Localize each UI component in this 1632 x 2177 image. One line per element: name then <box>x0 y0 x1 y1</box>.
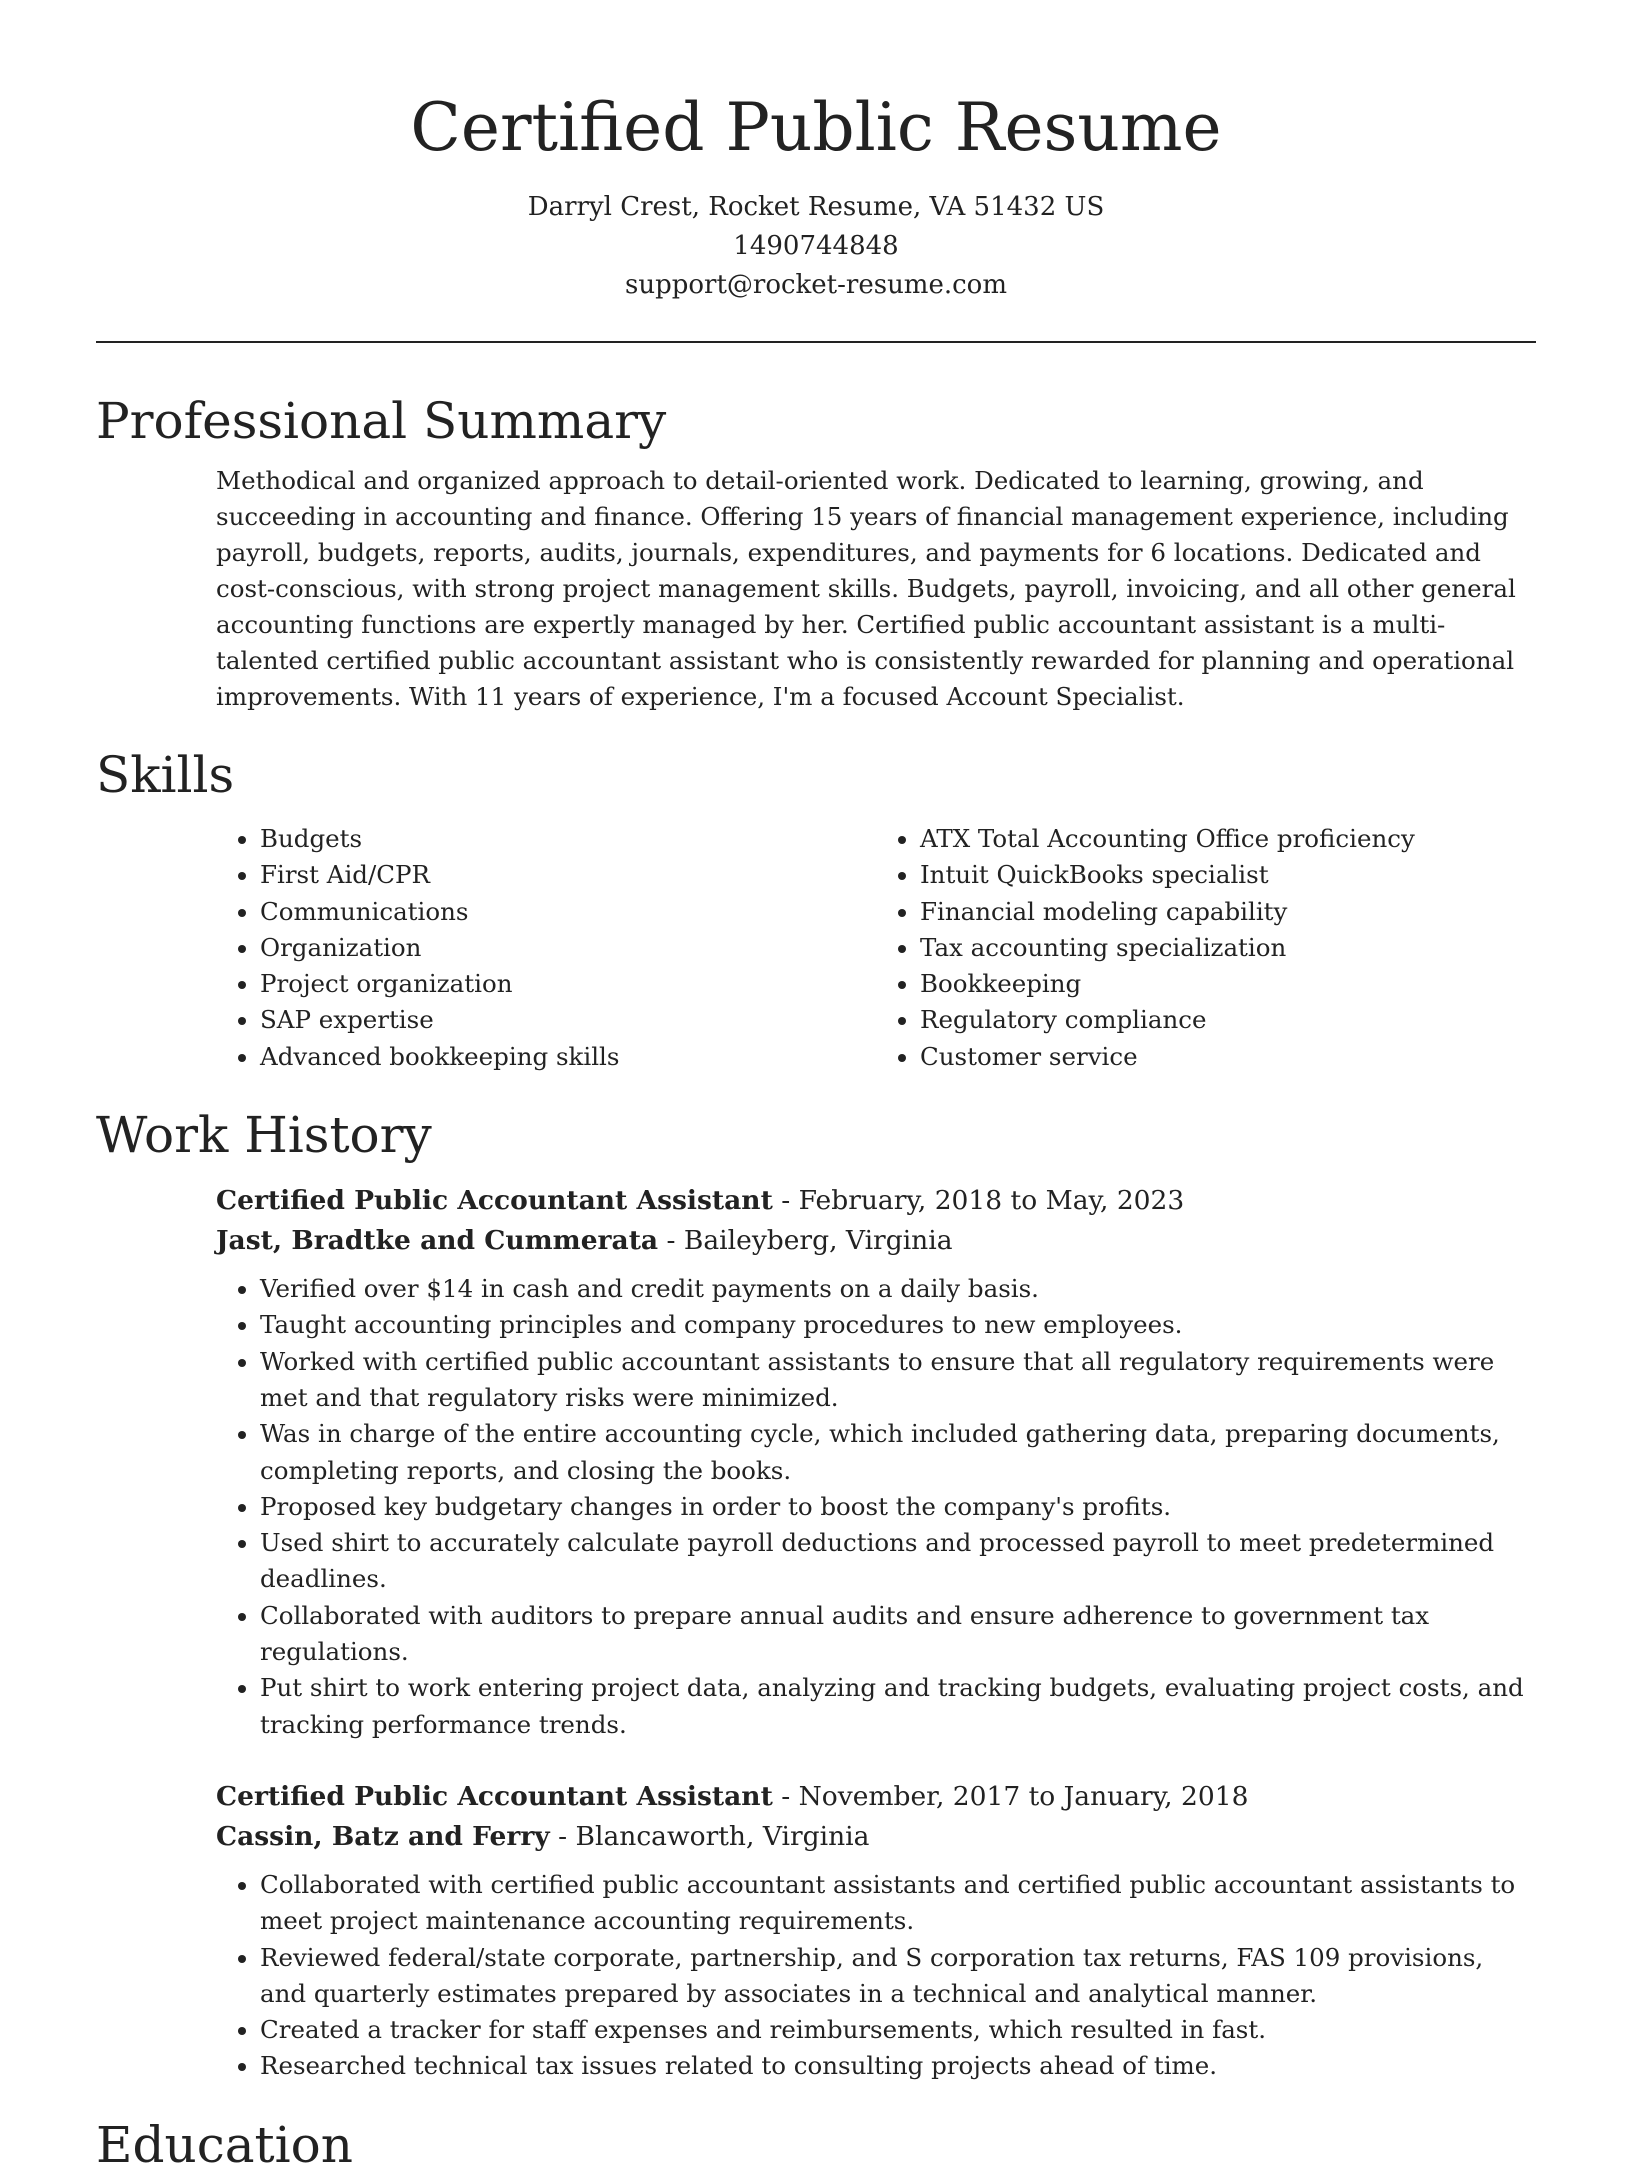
job-bullet: • Was in charge of the entire accounting cycle, which included gathering data, preparing documents, completing reports, and closing the books. <box>260 1416 1536 1489</box>
education-heading: Education <box>96 2115 353 2174</box>
resume-page <box>96 0 1536 2177</box>
resume-header <box>96 0 1536 305</box>
job-location: - Blancaworth, Virginia <box>549 1820 870 1852</box>
skill-item: • First Aid/CPR <box>260 857 876 893</box>
skills-heading: Skills <box>96 746 235 804</box>
job-bullet: • Reviewed federal/state corporate, partnership, and S corporation tax returns, FAS 109 provisions, and quarterly estimates prepared by associates in a technical and analytical manner. <box>260 1940 1536 2013</box>
contact-phone: 1490744848 <box>733 231 899 261</box>
skill-item: • ATX Total Accounting Office proficiency <box>920 821 1536 857</box>
job-company: Jast, Bradtke and Cummerata <box>216 1225 659 1257</box>
skill-item: • Project organization <box>260 966 876 1002</box>
skills-section <box>96 743 1536 1075</box>
job-bullet: • Proposed key budgetary changes in order to boost the company's profits. <box>260 1489 1536 1525</box>
professional-summary-section <box>96 389 1536 715</box>
skills-list-right <box>876 821 1536 1075</box>
education-section <box>96 2113 1536 2177</box>
job-company-line <box>216 1221 1536 1261</box>
skill-item: • SAP expertise <box>260 1002 876 1038</box>
skill-item: • Advanced bookkeeping skills <box>260 1039 876 1075</box>
job-bullets <box>216 1867 1536 2085</box>
skill-item: • Customer service <box>920 1039 1536 1075</box>
work-history-heading: Work History <box>96 1106 432 1165</box>
job-bullet: • Verified over $14 in cash and credit payments on a daily basis. <box>260 1271 1536 1307</box>
job-dates: - November, 2017 to January, 2018 <box>772 1780 1249 1812</box>
skill-item: • Communications <box>260 894 876 930</box>
job-location: - Baileyberg, Virginia <box>658 1225 953 1257</box>
skill-item: • Budgets <box>260 821 876 857</box>
job-entry <box>216 1181 1536 1743</box>
job-entry <box>216 1777 1536 2085</box>
resume-title: Certified Public Resume <box>410 89 1222 166</box>
job-bullet: • Worked with certified public accountant assistants to ensure that all regulatory requirements were met and that regulatory risks were minimized. <box>260 1344 1536 1417</box>
job-bullets <box>216 1271 1536 1743</box>
contact-address: Darryl Crest, Rocket Resume, VA 51432 US <box>527 192 1105 222</box>
skills-columns <box>216 821 1536 1075</box>
skill-item: • Tax accounting specialization <box>920 930 1536 966</box>
header-divider <box>96 341 1536 343</box>
skill-item: • Financial modeling capability <box>920 894 1536 930</box>
job-bullet: • Researched technical tax issues related to consulting projects ahead of time. <box>260 2048 1536 2084</box>
professional-summary-text: Methodical and organized approach to detail-oriented work. Dedicated to learning, growing, and succeeding in accounting and finance. Offering 15 years of financial management experience, including payroll, budgets, reports, audits, journals, expenditures, and payments for 6 locations. Dedicated and cost-conscious, with strong project management skills. Budgets, payroll, invoicing, and all other general accounting functions are expertly managed by her. Certified public accountant assistant is a multi-talented certified public accountant assistant who is consistently rewarded for planning and operational improvements. With 11 years of experience, I'm a focused Account Specialist. <box>216 466 1516 711</box>
contact-email: support@rocket-resume.com <box>624 270 1007 300</box>
job-bullet: • Put shirt to work entering project data, analyzing and tracking budgets, evaluating project costs, and tracking performance trends. <box>260 1670 1536 1743</box>
job-position: Certified Public Accountant Assistant <box>216 1780 773 1812</box>
job-company: Cassin, Batz and Ferry <box>216 1820 550 1852</box>
job-company-line <box>216 1817 1536 1857</box>
job-bullet: • Collaborated with auditors to prepare annual audits and ensure adherence to government tax regulations. <box>260 1598 1536 1671</box>
job-bullet: • Used shirt to accurately calculate payroll deductions and processed payroll to meet predetermined deadlines. <box>260 1525 1536 1598</box>
skill-item: • Intuit QuickBooks specialist <box>920 857 1536 893</box>
job-title-line <box>216 1181 1536 1221</box>
contact-info <box>96 188 1536 305</box>
job-dates: - February, 2018 to May, 2023 <box>772 1185 1185 1217</box>
job-title-line <box>216 1777 1536 1817</box>
job-bullet: • Created a tracker for staff expenses and reimbursements, which resulted in fast. <box>260 2012 1536 2048</box>
work-history-section <box>96 1103 1536 2085</box>
skill-item: • Bookkeeping <box>920 966 1536 1002</box>
professional-summary-heading: Professional Summary <box>96 392 667 450</box>
skill-item: • Organization <box>260 930 876 966</box>
job-bullet: • Collaborated with certified public accountant assistants and certified public accountant assistants to meet project maintenance accounting requirements. <box>260 1867 1536 1940</box>
skill-item: • Regulatory compliance <box>920 1002 1536 1038</box>
job-bullet: • Taught accounting principles and company procedures to new employees. <box>260 1307 1536 1343</box>
job-position: Certified Public Accountant Assistant <box>216 1185 773 1217</box>
skills-list-left <box>216 821 876 1075</box>
